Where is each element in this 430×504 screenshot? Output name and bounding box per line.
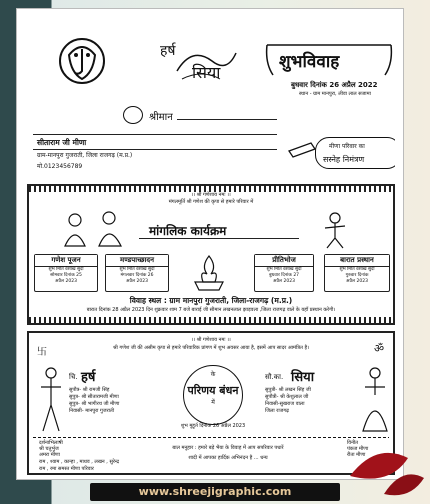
left-bottom-line: राम , रमा समस्त मीणा परिवार: [39, 466, 94, 472]
program-panel: [27, 184, 395, 325]
marriage-top-line: ।। श्री गणेशाय नमः ।।: [191, 337, 231, 343]
title-bottom-word: में: [211, 399, 215, 406]
swastik-icon: 卐: [37, 347, 47, 358]
marriage-panel: [27, 331, 395, 475]
event-line: शुभ मिति वैशाख सुदी: [266, 267, 302, 272]
dancer-illustration: [315, 210, 355, 250]
groom-detail: सुपुत्र- श्री भागीरथ जी मीणा: [69, 401, 120, 407]
ganesha-illustration: [55, 35, 109, 85]
venue-line: विवाह स्थल : ग्राम मानपुरा गुजराती, जिला-राजगढ़ (म.प्र.): [129, 296, 293, 305]
event-name: मण्डपाच्छादन: [106, 255, 168, 267]
marriage-date: शुभ मुहूर्त दिनांक 26 अप्रैल 2023: [180, 423, 246, 429]
program-header-line: ।। श्री गणेशाय नमः ।।: [191, 192, 231, 198]
event-card: [254, 254, 314, 292]
divider: [33, 437, 389, 438]
left-bottom-line: राम , श्याम , कान्हा , माधव , लखन , सुरेन्द्र: [39, 459, 120, 465]
ornament-icon: [123, 106, 143, 124]
bride-prefix: सौ.का.: [265, 373, 284, 381]
blessing-line: श्री गणेश जी की असीम कृपा से हमारे परिवारिक प्रांगण में शुभ अवसर आया है, इसमें आप सादर आमंत्रित है।: [112, 345, 310, 351]
bride-detail: सुपुत्री- श्री लखन सिंह जी: [265, 387, 311, 393]
right-block-line: पंकज मीणा: [347, 446, 369, 452]
left-block-line: अमरा मीणा: [39, 452, 60, 458]
event-name: गणेश पूजन: [35, 255, 97, 267]
heading-shubhvivah: शुभविवाह: [279, 52, 340, 72]
recipient-address: ग्राम-मानपुरा गुजराती, जिला राजगढ़ (म.प्र.): [37, 152, 133, 159]
event-card: [34, 254, 98, 292]
event-line: सोमवार दिनांक 25: [50, 273, 82, 278]
bride-illustration: [359, 365, 391, 433]
event-line: अप्रैल 2023: [273, 279, 295, 284]
groom-name: हर्ष: [81, 370, 96, 385]
bride-detail: निवासी-सुखराज वाला: [265, 401, 305, 407]
shriman-label: श्रीमान: [149, 112, 173, 123]
center-bottom-line: शादी में आपका हार्दिक अभिनंदन है ... धन्य: [188, 455, 268, 461]
shehnai-icon: [287, 135, 317, 165]
bride-detail: जिला राजगढ़: [265, 408, 289, 414]
groom-prefix: चि.: [69, 373, 78, 381]
right-block-line: विनीत: [347, 440, 358, 446]
event-line: शुभ मिति वैशाख सुदी: [48, 267, 84, 272]
address-line: [33, 149, 277, 150]
event-line: अप्रैल 2023: [126, 279, 148, 284]
groom-detail: निवासी- मानपुरा गुजराती: [69, 408, 115, 414]
name-harsh: हर्ष: [160, 43, 176, 59]
bride-name: सिया: [291, 370, 315, 385]
red-leaf-decoration: [346, 436, 426, 500]
event-line: अप्रैल 2023: [55, 279, 77, 284]
baraat-note: बारात दिनांक 28 अप्रैल 2023 दिन शुक्रवार शाम 7 बजे बाराई जी सीमान लखनलाल झाड़वला ,जिला राजगढ़ वाले के यहाँ प्रस्थान करेगी।: [86, 307, 336, 313]
address-panel: [27, 15, 395, 178]
om-icon: ॐ: [374, 342, 385, 355]
event-line: गुरुवार दिनांक: [345, 273, 369, 278]
title-top-word: के: [210, 371, 216, 378]
event-line: बुधवार दिनांक 27: [268, 273, 300, 278]
groom-illustration: [35, 365, 67, 433]
event-card: [324, 254, 390, 292]
couple-illustration: [59, 208, 129, 248]
invitation-sheet: [16, 8, 404, 480]
havan-kund-icon: [189, 252, 229, 292]
address-line: [33, 134, 277, 135]
program-sub-line: मंगलमूर्ति श्री गणेश की कृपा से हमारे परिवार में: [168, 199, 254, 205]
website-footer[interactable]: www.shreejigraphic.com: [90, 483, 340, 501]
left-block-line: श्री चतुर्भुज: [39, 446, 59, 452]
name-siya: सिया: [192, 63, 221, 82]
center-bottom-line: बाल मनुहार : हमारे बड़े भैया के विवाह में आप सपरिवार पधारें: [172, 445, 284, 451]
event-line: अप्रैल 2023: [346, 279, 368, 284]
invite-line1: मीणा परिवार का: [329, 143, 365, 150]
swirl-ornament: [172, 41, 242, 85]
right-block-line: रीता मीणा: [347, 452, 366, 458]
groom-detail: सुपुत्र- श्री सीतारामजी मीणा: [69, 394, 119, 400]
event-line: मंगलवार दिनांक 26: [120, 273, 154, 278]
recipient-phone: मो.0123456789: [37, 163, 83, 170]
title-underline: [139, 238, 299, 239]
groom-detail: सुपौत्र- श्री रामजी सिंह: [69, 387, 110, 393]
recipient-name: सीताराम जी मीणा: [37, 138, 87, 147]
event-line: शुभ मिति वैशाख सुदी: [119, 267, 155, 272]
bottom-border: [29, 317, 393, 323]
date-line: बुधवार दिनांक 26 अप्रैल 2022: [291, 81, 378, 89]
event-card: [105, 254, 169, 292]
marriage-title: परिणय बंधन: [187, 384, 239, 397]
venue-small-line: स्थान - ग्राम मानपुरा, लीवा लाल सजामा: [299, 91, 371, 97]
bride-detail: सुपौत्री- श्री केशुलाल जी: [265, 394, 309, 400]
program-title: मांगलिक कार्यक्रम: [149, 224, 227, 238]
left-block-line: दर्शनाभिलाषी: [39, 440, 63, 446]
address-line: [177, 119, 277, 120]
invite-line2: सस्नेह निमंत्रण: [323, 155, 365, 164]
event-name: बारात प्रस्थान: [325, 255, 389, 267]
event-line: शुभ मिति वैशाख सुदी: [339, 267, 375, 272]
event-name: प्रीतिभोज: [255, 255, 313, 267]
